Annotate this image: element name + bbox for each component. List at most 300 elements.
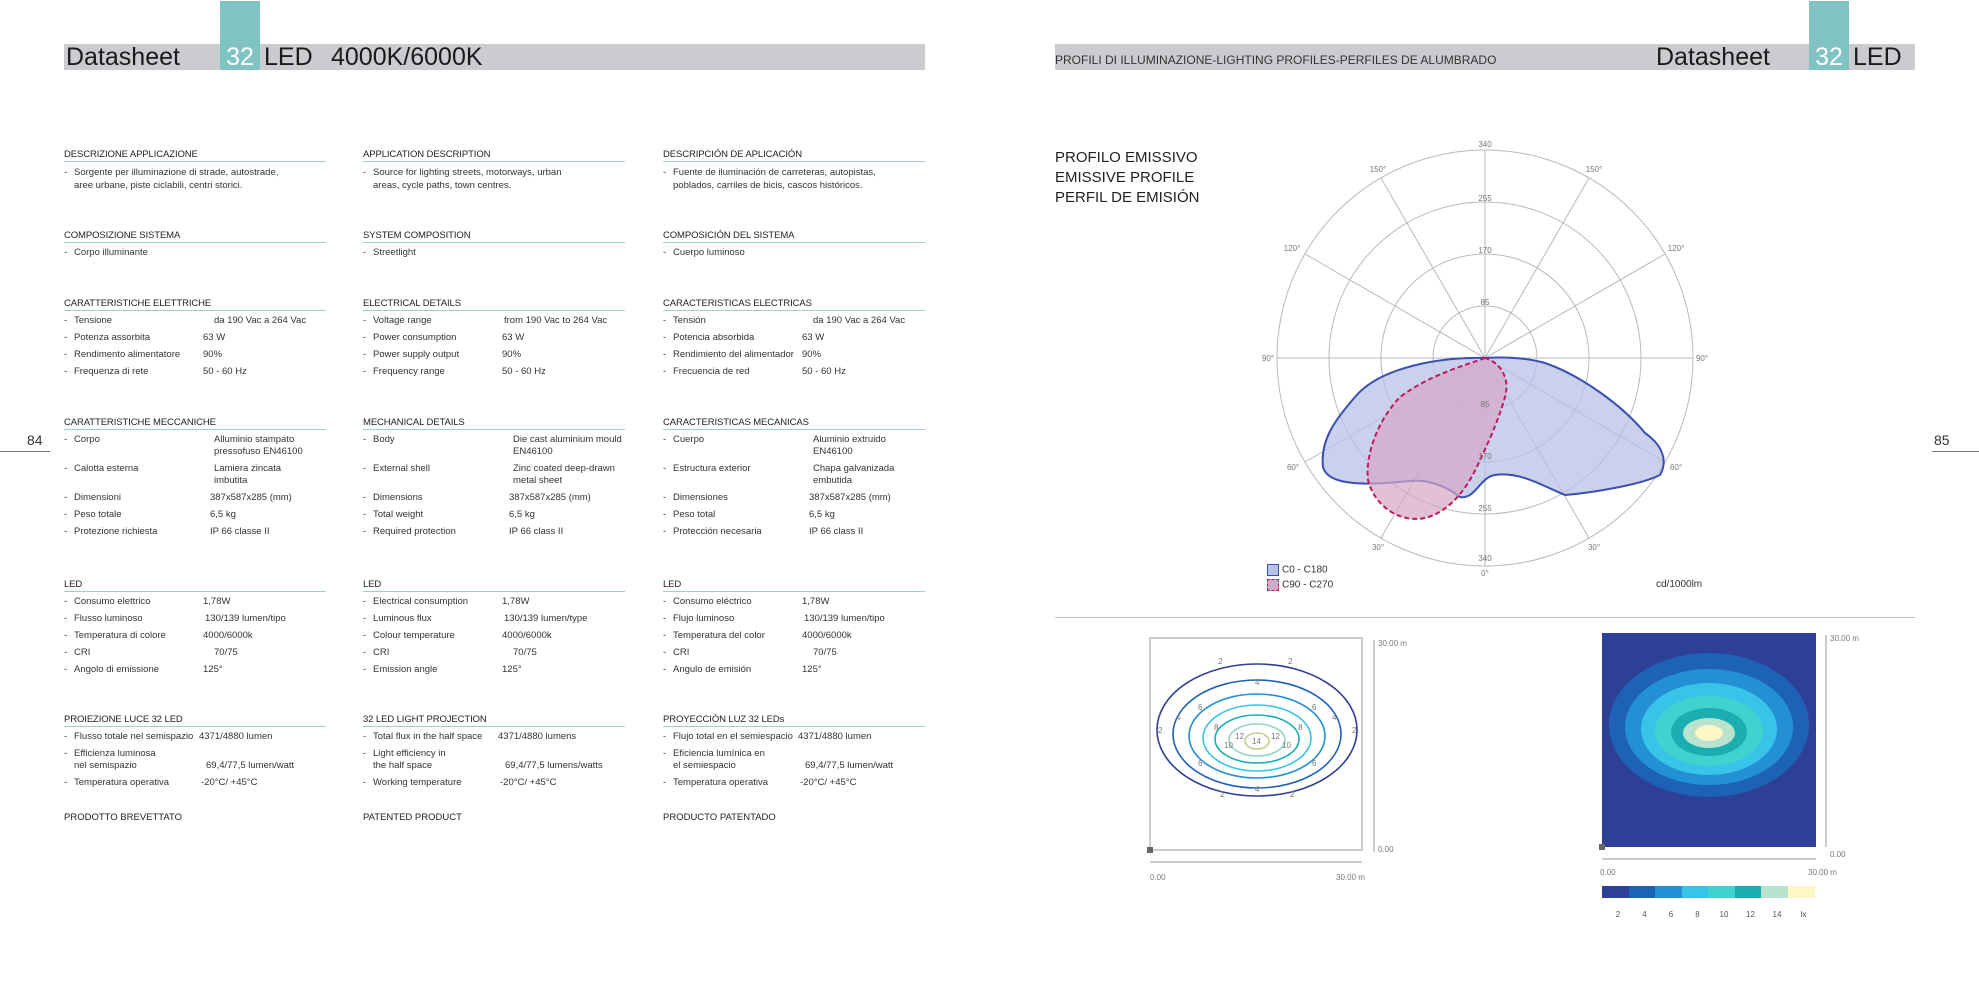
angle-label: 30° xyxy=(1371,543,1385,552)
spec-value xyxy=(214,434,303,458)
spec-value: 50 - 60 Hz xyxy=(802,366,846,377)
spec-row xyxy=(363,463,625,487)
patent-note: PRODUCTO PATENTADO xyxy=(663,812,776,823)
spec-label: - Calotta esterna xyxy=(64,463,138,475)
spec-value: 69,4/77,5 lumen/watt xyxy=(805,760,894,771)
contour-label: 12 xyxy=(1271,732,1280,741)
spec-value: 70/75 xyxy=(513,647,537,658)
spec-row xyxy=(363,647,625,659)
spec-row xyxy=(663,630,925,642)
spec-label xyxy=(363,748,446,772)
spec-row xyxy=(363,366,625,378)
spec-label: - Rendimento alimentatore xyxy=(64,349,180,361)
spec-row xyxy=(64,509,326,521)
spec-value-line: pressofuso EN46100 xyxy=(214,446,303,457)
spec-label: - Protezione richiesta xyxy=(64,526,157,538)
section-title: LED xyxy=(363,579,625,592)
legend-label-c90: C90 - C270 xyxy=(1282,579,1334,591)
section-title: APPLICATION DESCRIPTION xyxy=(363,149,625,162)
isolux-diagram xyxy=(1140,630,1420,890)
application-line: Fuente de iluminación de carreteras, autopistas, xyxy=(673,167,876,178)
patent-note: PATENTED PRODUCT xyxy=(363,812,462,823)
section-title: LED xyxy=(663,579,925,592)
contour-label: 14 xyxy=(1252,737,1261,746)
section-mechanical xyxy=(363,417,625,543)
color-scale-label: 12 xyxy=(1746,910,1755,919)
angle-label: 150° xyxy=(1585,165,1603,174)
spec-value: 90% xyxy=(203,349,223,360)
spec-label: - CRI xyxy=(64,647,90,659)
section-system xyxy=(663,230,925,264)
spec-value xyxy=(813,463,894,487)
section-electrical xyxy=(363,298,625,383)
spec-row xyxy=(64,463,326,487)
spec-value: 4371/4880 lumen xyxy=(199,731,273,742)
contour-label: 8 xyxy=(1298,723,1303,732)
spec-row xyxy=(663,509,925,521)
section-title: MECHANICAL DETAILS xyxy=(363,417,625,430)
spec-value: 130/139 lumen/type xyxy=(504,613,588,624)
angle-label: 120° xyxy=(1667,244,1685,253)
section-divider xyxy=(1055,617,1915,618)
spec-value xyxy=(513,434,622,458)
spec-label: - Temperatura di colore xyxy=(64,630,166,642)
legend-swatch-c90 xyxy=(1267,579,1279,591)
header-number-left: 32 xyxy=(226,43,254,71)
color-scale-label: 4 xyxy=(1642,910,1647,919)
spec-label: - Required protection xyxy=(363,526,456,538)
spec-label: - Body xyxy=(363,434,395,446)
spec-row xyxy=(64,777,326,789)
spec-label-line: - Efficienza luminosa xyxy=(74,748,156,759)
section-projection xyxy=(64,714,326,794)
spec-value xyxy=(813,434,886,458)
falsecolor-origin-marker xyxy=(1599,844,1605,850)
section-projection xyxy=(363,714,625,794)
section-led xyxy=(363,579,625,681)
spec-label: - Temperatura operativa xyxy=(663,777,768,789)
section-title: CARATTERISTICHE MECCANICHE xyxy=(64,417,326,430)
spec-value: 125° xyxy=(502,664,522,675)
color-scale-swatch xyxy=(1629,886,1656,898)
spec-row xyxy=(363,492,625,504)
profile-title-italian: PROFILO EMISSIVO xyxy=(1055,149,1198,166)
spec-value: 90% xyxy=(502,349,522,360)
spec-value: 125° xyxy=(203,664,223,675)
section-title: COMPOSIZIONE SISTEMA xyxy=(64,230,326,243)
spec-value-line: metal sheet xyxy=(513,475,563,486)
spec-row xyxy=(64,315,326,327)
section-title: CARATTERISTICHE ELETTRICHE xyxy=(64,298,326,311)
section-mechanical xyxy=(663,417,925,543)
spec-label: - Emission angle xyxy=(363,664,437,676)
contour-label: 6 xyxy=(1198,703,1203,712)
section-title: COMPOSICIÓN DEL SISTEMA xyxy=(663,230,925,243)
spec-label: - Cuerpo luminoso xyxy=(663,247,745,259)
angle-label: 30° xyxy=(1587,543,1601,552)
spec-value: -20°C/ +45°C xyxy=(500,777,557,788)
spec-row xyxy=(64,613,326,625)
spec-label: - Power consumption xyxy=(363,332,456,344)
spec-label: - Voltage range xyxy=(363,315,432,327)
spec-value: 63 W xyxy=(203,332,226,343)
contour-label: 10 xyxy=(1224,741,1233,750)
spec-label: - Angolo di emissione xyxy=(64,664,159,676)
lux-color-scale xyxy=(1602,886,1814,898)
spec-value: 4371/4880 lumen xyxy=(798,731,872,742)
spec-value-line: embutida xyxy=(813,475,853,486)
radial-tick-label: 255 xyxy=(1478,504,1492,513)
contour-label: 2 xyxy=(1290,790,1295,799)
header-number-right: 32 xyxy=(1815,43,1843,71)
patent-note: PRODOTTO BREVETTATO xyxy=(64,812,183,823)
spec-label: - Working temperature xyxy=(363,777,462,789)
spec-value: 4371/4880 lumens xyxy=(498,731,577,742)
page-number-right: 85 xyxy=(1934,432,1950,448)
section-title: CARACTERISTICAS ELECTRICAS xyxy=(663,298,925,311)
spec-row xyxy=(663,463,925,487)
spec-value-line: Die cast aluminium mould xyxy=(513,434,622,445)
spec-row xyxy=(64,748,326,772)
spec-row xyxy=(663,596,925,608)
spec-label: - Tensione xyxy=(64,315,112,327)
spec-row xyxy=(363,247,625,259)
spec-value-line: Chapa galvanizada xyxy=(813,463,895,474)
contour-label: 6 xyxy=(1198,759,1203,768)
spec-row xyxy=(363,777,625,789)
spec-row xyxy=(663,315,925,327)
spec-value-line: 6,5 kg xyxy=(210,509,236,520)
contour-label: 4 xyxy=(1176,713,1181,722)
angle-label: 120° xyxy=(1283,244,1301,253)
spec-label-line: - Eficiencia lumínica en xyxy=(673,748,765,759)
spec-row xyxy=(363,509,625,521)
application-line: poblados, carriles de bicis, cascos históricos. xyxy=(673,180,863,191)
spec-row xyxy=(363,526,625,538)
spec-value xyxy=(210,492,292,504)
spec-value-line: 387x587x285 (mm) xyxy=(509,492,591,503)
spec-row xyxy=(64,492,326,504)
color-scale-swatch xyxy=(1655,886,1682,898)
angle-label: 0° xyxy=(1481,569,1489,578)
spec-row xyxy=(64,349,326,361)
spec-row xyxy=(663,366,925,378)
header-led-right: LED xyxy=(1853,43,1902,71)
spec-row xyxy=(363,748,625,772)
spec-label-line: nel semispazio xyxy=(74,760,137,771)
spec-value-line: 6,5 kg xyxy=(809,509,835,520)
spec-label-line: the half space xyxy=(373,760,433,771)
spec-value xyxy=(809,526,863,538)
spec-value: 1,78W xyxy=(802,596,830,607)
falsecolor-axis-min-y: 0.00 xyxy=(1830,850,1846,859)
header-datasheet-left: Datasheet xyxy=(66,43,180,71)
candela-unit-label: cd/1000lm xyxy=(1656,579,1703,590)
contour-label: 6 xyxy=(1312,759,1317,768)
spec-value-line: Aluminio extruido xyxy=(813,434,886,445)
color-scale-swatch xyxy=(1735,886,1762,898)
contour-label: 4 xyxy=(1255,785,1260,794)
spec-label: - CRI xyxy=(663,647,689,659)
profile-title-english: EMISSIVE PROFILE xyxy=(1055,169,1195,186)
radial-tick-label: 85 xyxy=(1480,400,1490,409)
spec-label: - Potenza assorbita xyxy=(64,332,150,344)
spec-label: - Streetlight xyxy=(363,247,416,259)
spec-label-line: - Light efficiency in xyxy=(373,748,446,759)
section-mechanical xyxy=(64,417,326,543)
falsecolor-band-14 xyxy=(1695,725,1723,741)
header-temperature: 4000K/6000K xyxy=(331,43,483,71)
spec-label: - Corpo illuminante xyxy=(64,247,148,259)
spec-row xyxy=(663,777,925,789)
angle-label: 60° xyxy=(1286,463,1300,472)
spec-row xyxy=(663,526,925,538)
spec-label: - Dimensions xyxy=(363,492,423,504)
spec-label: - Corpo xyxy=(64,434,100,446)
section-led xyxy=(663,579,925,681)
spec-label: - Luminous flux xyxy=(363,613,432,625)
spec-row xyxy=(64,366,326,378)
legend-c0-c180 xyxy=(1267,564,1328,576)
color-scale-swatch xyxy=(1708,886,1735,898)
spec-label: - Temperatura del color xyxy=(663,630,765,642)
spec-label: - Consumo elettrico xyxy=(64,596,151,608)
spec-label: - Protección necesaria xyxy=(663,526,762,538)
profile-title-spanish: PERFIL DE EMISIÓN xyxy=(1055,189,1200,206)
spec-value-line: EN46100 xyxy=(813,446,853,457)
contour-label: 2 xyxy=(1218,657,1223,666)
spec-value: -20°C/ +45°C xyxy=(201,777,258,788)
spec-row xyxy=(663,332,925,344)
application-line: Sorgente per illuminazione di strade, autostrade, xyxy=(74,167,279,178)
contour-label: 2 xyxy=(1220,790,1225,799)
spec-row xyxy=(64,664,326,676)
spec-value: 4000/6000k xyxy=(802,630,852,641)
spec-row xyxy=(64,526,326,538)
section-application xyxy=(663,149,925,192)
spec-value: 70/75 xyxy=(214,647,238,658)
spec-value-line: Zinc coated deep-drawn xyxy=(513,463,615,474)
spec-row xyxy=(663,664,925,676)
spec-value-line: Alluminio stampato xyxy=(214,434,295,445)
spec-label: - Power supply output xyxy=(363,349,459,361)
spec-value-line: IP 66 classe II xyxy=(210,526,270,537)
spec-value xyxy=(513,463,615,487)
spec-value: 50 - 60 Hz xyxy=(502,366,546,377)
color-scale-label: 8 xyxy=(1695,910,1700,919)
section-electrical xyxy=(663,298,925,383)
section-title: CARACTERISTICAS MECANICAS xyxy=(663,417,925,430)
spec-value xyxy=(509,492,591,504)
contour-label: 4 xyxy=(1332,713,1337,722)
color-scale-label: 14 xyxy=(1772,910,1782,919)
falsecolor-axis-max-x: 30.00 m xyxy=(1808,868,1837,877)
section-title: DESCRIZIONE APPLICAZIONE xyxy=(64,149,326,162)
header-led-left: LED xyxy=(264,43,313,71)
angle-label: 90° xyxy=(1261,354,1275,363)
spec-value: 63 W xyxy=(802,332,825,343)
spec-label: - Flujo total en el semiespacio xyxy=(663,731,793,743)
spec-row xyxy=(64,630,326,642)
spec-label: - Cuerpo xyxy=(663,434,704,446)
radial-tick-label: 340 xyxy=(1478,140,1492,149)
angle-label: 60° xyxy=(1669,463,1683,472)
spec-row xyxy=(363,596,625,608)
spec-value-line: IP 66 class II xyxy=(809,526,864,537)
isolux-axis-max-x: 30.00 m xyxy=(1336,873,1365,882)
spec-value-line: Lamiera zincata xyxy=(214,463,282,474)
color-scale-label: 10 xyxy=(1719,910,1729,919)
spec-label: - Rendimiento del alimentador xyxy=(663,349,794,361)
spec-value-line: 6,5 kg xyxy=(509,509,535,520)
spec-label: - Consumo eléctrico xyxy=(663,596,752,608)
spec-value: 90% xyxy=(802,349,822,360)
page-number-rule-right xyxy=(1932,451,1979,452)
contour-label: 10 xyxy=(1282,741,1291,750)
spec-value xyxy=(210,526,270,538)
spec-row xyxy=(363,613,625,625)
spec-value: 1,78W xyxy=(502,596,530,607)
spec-label: - Peso totale xyxy=(64,509,122,521)
spec-row xyxy=(64,647,326,659)
spec-row xyxy=(663,247,925,259)
spec-value: -20°C/ +45°C xyxy=(800,777,857,788)
page-number-rule-left xyxy=(0,451,50,452)
radial-tick-label: 170 xyxy=(1478,452,1492,461)
section-title: SYSTEM COMPOSITION xyxy=(363,230,625,243)
false-color-map xyxy=(1590,625,1870,885)
section-electrical xyxy=(64,298,326,383)
contour-label: 4 xyxy=(1255,678,1260,687)
radial-tick-label: 255 xyxy=(1478,194,1492,203)
spec-row xyxy=(64,434,326,458)
section-title: LED xyxy=(64,579,326,592)
isolux-origin-marker xyxy=(1147,847,1153,853)
section-title: ELECTRICAL DETAILS xyxy=(363,298,625,311)
spec-value: from 190 Vac to 264 Vac xyxy=(504,315,608,326)
falsecolor-axis-min-x: 0.00 xyxy=(1600,868,1616,877)
application-line: aree urbane, piste ciclabili, centri storici. xyxy=(74,180,243,191)
spec-label: - Tensión xyxy=(663,315,706,327)
spec-label: - Estructura exterior xyxy=(663,463,751,475)
application-line: areas, cycle paths, town centres. xyxy=(373,180,512,191)
color-scale-label: 6 xyxy=(1668,910,1674,919)
color-scale-label: 2 xyxy=(1615,910,1621,919)
angle-label: 150° xyxy=(1369,165,1387,174)
section-system xyxy=(363,230,625,264)
legend-label-c0: C0 - C180 xyxy=(1282,564,1328,576)
color-scale-label: lx xyxy=(1800,910,1807,919)
spec-value: 69,4/77,5 lumens/watts xyxy=(505,760,603,771)
polar-emission-chart xyxy=(1260,135,1710,585)
spec-value: da 190 Vac a 264 Vac xyxy=(214,315,307,326)
spec-value: 4000/6000k xyxy=(502,630,552,641)
contour-label: 2 xyxy=(1352,726,1357,735)
spec-label: - Colour temperature xyxy=(363,630,455,642)
emissive-profile-title xyxy=(1055,148,1199,208)
spec-row xyxy=(64,596,326,608)
spec-label xyxy=(64,748,156,772)
section-application xyxy=(363,149,625,192)
spec-row xyxy=(663,613,925,625)
spec-row xyxy=(663,647,925,659)
contour-label: 8 xyxy=(1214,723,1219,732)
section-title: 32 LED LIGHT PROJECTION xyxy=(363,714,625,727)
color-scale-swatch xyxy=(1682,886,1709,898)
spec-value xyxy=(210,509,236,521)
header-bar-left xyxy=(64,44,925,70)
section-title: DESCRIPCIÓN DE APLICACIÓN xyxy=(663,149,925,162)
spec-label: - Frecuencia de red xyxy=(663,366,750,378)
spec-label: - Flusso luminoso xyxy=(64,613,143,625)
spec-label-line: el semiespacio xyxy=(673,760,736,771)
legend-c90-c270 xyxy=(1267,579,1333,591)
spec-row xyxy=(64,731,326,743)
radial-tick-label: 340 xyxy=(1478,554,1492,563)
spec-row xyxy=(363,349,625,361)
spec-row xyxy=(663,748,925,772)
spec-label: - CRI xyxy=(363,647,389,659)
spec-row xyxy=(363,630,625,642)
spec-value-line: 387x587x285 (mm) xyxy=(809,492,891,503)
spec-value: 4000/6000k xyxy=(203,630,253,641)
header-lighting-profiles: PROFILI DI ILLUMINAZIONE-LIGHTING PROFILES-PERFILES DE ALUMBRADO xyxy=(1055,53,1497,67)
contour-label: 2 xyxy=(1158,726,1163,735)
contour-label: 6 xyxy=(1312,703,1317,712)
falsecolor-axis-max-y: 30.00 m xyxy=(1830,634,1859,643)
spec-value: 63 W xyxy=(502,332,525,343)
spec-label: - Flujo luminoso xyxy=(663,613,734,625)
application-text xyxy=(363,166,625,192)
application-text xyxy=(64,166,326,192)
spec-label: - Peso total xyxy=(663,509,715,521)
spec-value-line: IP 66 class II xyxy=(509,526,564,537)
spec-row xyxy=(663,731,925,743)
legend-swatch-c0 xyxy=(1267,564,1279,576)
spec-row xyxy=(363,332,625,344)
color-scale-swatch xyxy=(1761,886,1788,898)
spec-label: - Temperatura operativa xyxy=(64,777,169,789)
spec-label: - Potencia absorbida xyxy=(663,332,754,344)
spec-row xyxy=(64,332,326,344)
contour-label: 2 xyxy=(1288,657,1293,666)
spec-value: 50 - 60 Hz xyxy=(203,366,247,377)
spec-row xyxy=(363,434,625,458)
angle-label: 90° xyxy=(1695,354,1709,363)
spec-row xyxy=(363,731,625,743)
spec-value: 70/75 xyxy=(813,647,837,658)
spec-value xyxy=(809,492,891,504)
spec-value xyxy=(809,509,835,521)
spec-label: - Total weight xyxy=(363,509,423,521)
spec-value: 130/139 lumen/tipo xyxy=(804,613,885,624)
page-number-left: 84 xyxy=(27,432,43,448)
spec-value: 130/139 lumen/tipo xyxy=(205,613,286,624)
application-text xyxy=(663,166,925,192)
spec-label: - External shell xyxy=(363,463,430,475)
color-scale-swatch xyxy=(1602,886,1629,898)
contour-label: 12 xyxy=(1235,732,1244,741)
application-line: Source for lighting streets, motorways, urban xyxy=(373,167,562,178)
spec-label: - Frequenza di rete xyxy=(64,366,148,378)
section-title: PROIEZIONE LUCE 32 LED xyxy=(64,714,326,727)
spec-label: - Total flux in the half space xyxy=(363,731,482,743)
section-system xyxy=(64,230,326,264)
spec-value: 125° xyxy=(802,664,822,675)
section-application xyxy=(64,149,326,192)
spec-row xyxy=(663,492,925,504)
spec-value: 1,78W xyxy=(203,596,231,607)
